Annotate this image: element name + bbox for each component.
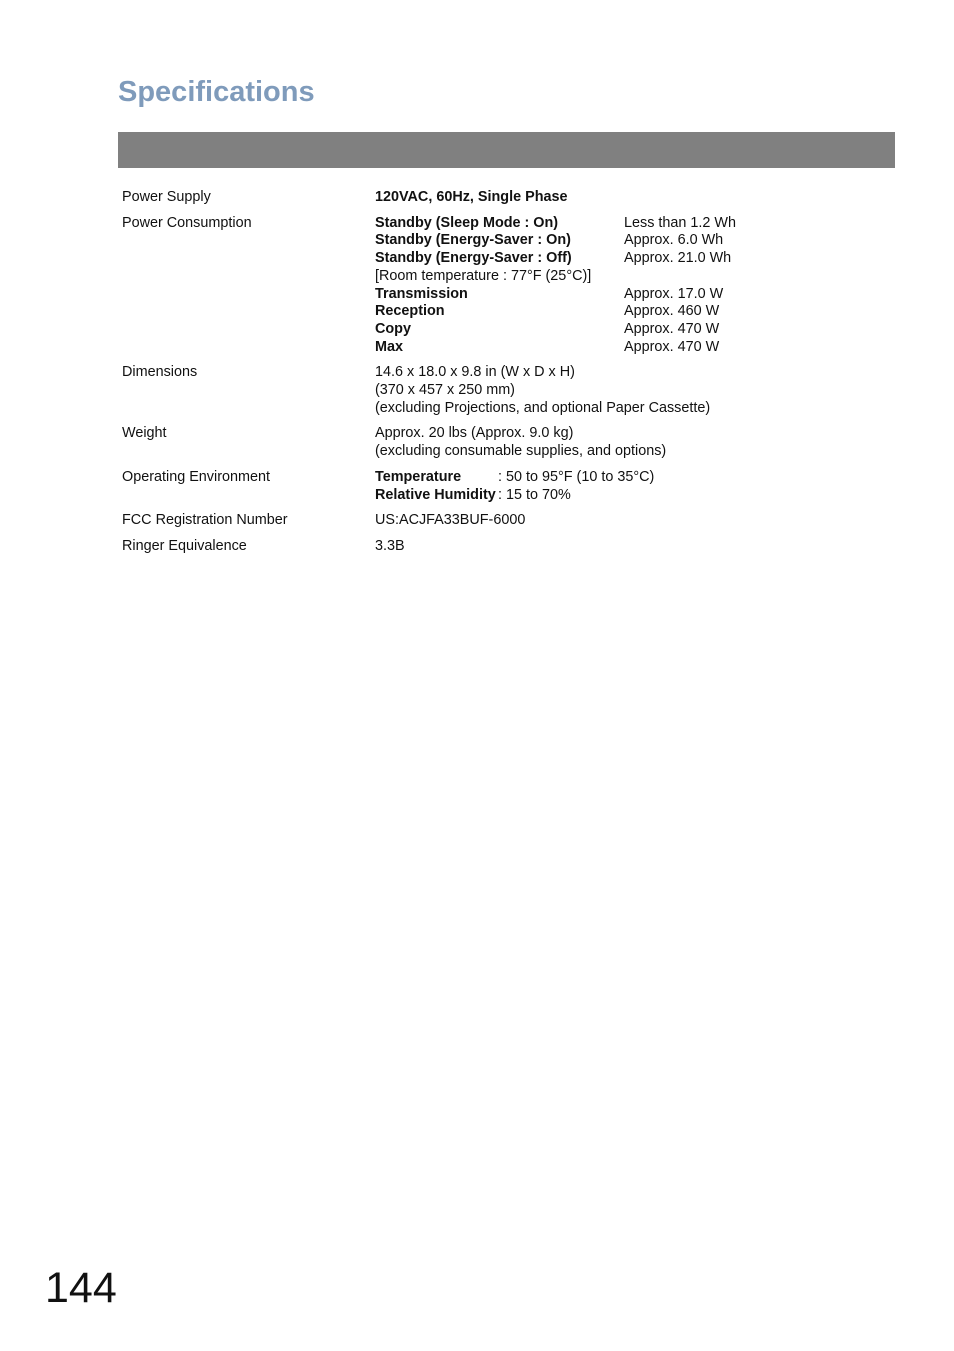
mode-value: Approx. 470 W [624,320,720,337]
spec-label: FCC Registration Number [122,512,288,529]
spec-value: 3.3B [375,537,405,554]
mode-value: Approx. 21.0 Wh [624,250,732,267]
mode-value: Approx. 17.0 W [624,285,724,302]
mode-label: Reception [375,303,445,320]
spec-label: Power Supply [122,189,211,205]
spec-row-fcc [122,512,882,530]
spec-label: Weight [122,425,167,442]
spec-row-weight [122,425,882,460]
spec-value [375,364,882,417]
env-value: : 50 to 95°F (10 to 35°C) [498,468,655,485]
weight-line: (excluding consumable supplies, and options) [375,443,667,460]
power-consumption-grid [375,215,882,357]
dimensions-line: (370 x 457 x 250 mm) [375,382,515,399]
env-value: : 15 to 70% [498,486,571,503]
weight-line: Approx. 20 lbs (Approx. 9.0 kg) [375,425,574,442]
mode-value: Approx. 470 W [624,338,720,355]
header-band [118,132,895,168]
spec-row-power-supply [122,189,882,207]
mode-label: Max [375,338,403,355]
spec-row-operating-environment [122,469,882,504]
mode-label: Standby (Energy-Saver : On) [375,232,571,249]
mode-label: Standby (Sleep Mode : On) [375,214,559,231]
dimensions-line: 14.6 x 18.0 x 9.8 in (W x D x H) [375,364,575,381]
dimensions-line: (excluding Projections, and optional Paper Cassette) [375,399,711,416]
mode-value: Less than 1.2 Wh [624,214,736,231]
spec-value: US:ACJFA33BUF-6000 [375,512,526,529]
spec-label: Ringer Equivalence [122,537,247,554]
mode-label: Transmission [375,285,468,302]
spec-label: Dimensions [122,364,198,381]
spec-row-ringer [122,538,882,556]
spec-label: Power Consumption [122,214,252,231]
env-label: Temperature [375,468,462,485]
env-label: Relative Humidity [375,486,496,503]
mode-value: Approx. 6.0 Wh [624,232,724,249]
environment-grid [375,469,882,504]
spec-value: 120VAC, 60Hz, Single Phase [375,189,568,205]
room-temp-note: [Room temperature : 77°F (25°C)] [375,267,592,284]
page-title: Specifications [118,76,315,108]
spec-value [375,425,882,460]
spec-label: Operating Environment [122,468,270,485]
spec-row-dimensions [122,364,882,417]
page-number: 144 [45,1264,117,1312]
mode-label: Copy [375,320,411,337]
mode-value: Approx. 460 W [624,303,720,320]
spec-row-power-consumption [122,215,882,357]
spec-table [122,189,882,556]
room-temp-spacer [624,268,882,286]
mode-label: Standby (Energy-Saver : Off) [375,250,572,267]
